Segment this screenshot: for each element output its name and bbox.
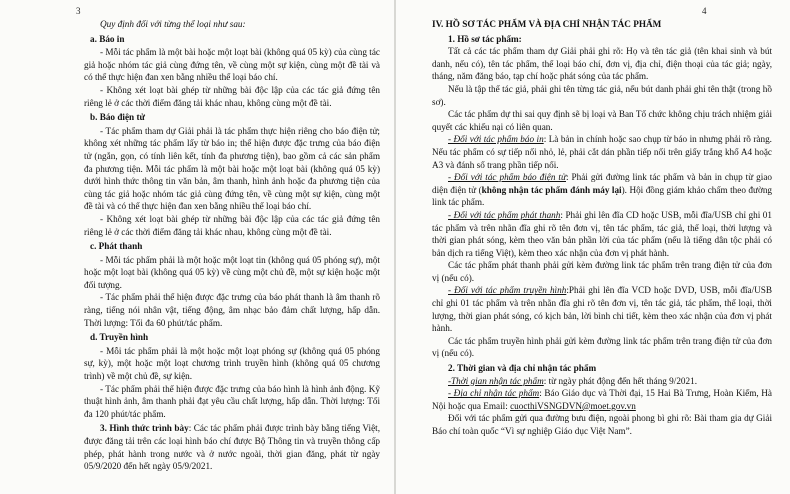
right-page-content	[432, 18, 772, 438]
paragraph: - Mỗi tác phẩm là một bài hoặc một loạt bài (không quá 05 kỳ) của cùng tác giả hoặc nhóm tác giả cùng đứng tên, về cùng một sự kiện, cùng một đề tài và có thể thực hiện đan xen bằng nhiều thể loại báo chí.	[84, 47, 380, 83]
email-link[interactable]: cuocthiVSNGDVN@moet.gov.vn	[510, 400, 636, 411]
bao-dien-tu-bold: không nhận tác phẩm đánh máy lại	[481, 184, 622, 195]
truyen-hinh-text: :Phải ghi lên đĩa VCD hoặc DVD, USB, mỗi đĩa/USB chỉ ghi 01 tác phẩm và trên nhãn đĩa ghi rõ tên đơn vị, tên tác giả, tác phẩm, thể loại, thời lượng, thời gian phát sóng, có kịch bản, lời bình chi tiết, kèm theo xác nhận của đơn vị phát hành.	[432, 285, 772, 334]
hinh-thuc-text: : Các tác phẩm phải được trình bày bằng tiếng Việt, được đăng tải trên các loại hình báo chí được Bộ Thông tin và truyền thông cấp phép, phát hành trong nước và ở nước ngoài, thời gian đăng, phát từ ngày 05/9/2020 đến hết ngày 05/9/2021.	[84, 423, 380, 472]
truyen-hinh-label: - Đối với tác phẩm truyền hình	[448, 285, 567, 296]
thoi-gian-label: -Thời gian nhận tác phẩm	[448, 375, 544, 386]
page-number: 4	[702, 6, 707, 16]
paragraph: - Mỗi tác phẩm phải là một hoặc một loạt phóng sự (không quá 05 phóng sự, kỳ), một hoặc một loạt chương trình truyền hình (không quá 05 chương trình) về một chủ đề, sự kiện.	[84, 345, 380, 382]
phat-thanh-label: - Đối với tác phẩm phát thanh	[448, 209, 561, 220]
bao-dien-tu-label: - Đối với tác phẩm báo điện tử	[448, 172, 566, 183]
dia-chi-label: - Địa chỉ nhận tác phẩm	[448, 388, 540, 399]
paragraph-bao-dien-tu	[432, 171, 772, 209]
paragraph: - Không xét loạt bài ghép từ những bài độc lập của các tác giả đứng tên riêng lẻ ở các thời điểm đăng tải khác nhau, không cùng một đề tài.	[84, 213, 380, 237]
paragraph: Các tác phẩm truyền hình phải gửi kèm đường link tác phẩm trên trang điện tử của đơn vị (nếu có).	[432, 335, 772, 359]
dia-chi-text: : Báo Giáo dục và Thời đại, 15 Hai Bà Trưng, Hoàn Kiếm, Hà Nội hoặc qua Email:	[432, 388, 772, 411]
right-page	[396, 0, 790, 494]
bao-dien-tu-text: : Phải gửi đường link tác phẩm và bản in chụp từ giao diện điện tử (	[432, 172, 772, 195]
heading-thoi-gian: 2. Thời gian và địa chỉ nhận tác phẩm	[448, 363, 597, 374]
bao-dien-tu-text-end: ). Hội đồng giám khảo chấm theo đường link tác phẩm.	[432, 184, 772, 208]
paragraph: Các tác phẩm phát thanh phải gửi kèm đường link tác phẩm trên trang điện tử của đơn vị (nếu có).	[432, 260, 772, 283]
paragraph-thoi-gian	[432, 375, 772, 388]
paragraph: - Tác phẩm tham dự Giải phải là tác phẩm thực hiện riêng cho báo điện tử; không xét những tác phẩm lấy từ báo in; thể hiện được đặc trưng của báo điện tử (ngắn, gọn, có tính liên kết, tính đa phương tiện), bao gồm cả các sản phẩm đa phương tiện. Mỗi tác phẩm là một bài hoặc một loạt bài (không quá 05 kỳ) dưới hình thức thông tin văn bản, âm thanh, hình ảnh hoặc đa phương tiện của cùng tác giả hoặc nhóm tác giả cùng đứng tên, về cùng một sự kiện, cùng một đề tài và có thể thực hiện đan xen bằng nhiều thể loại báo chí.	[84, 125, 380, 212]
paragraph: - Mỗi tác phẩm phải là một hoặc một loạt tin (không quá 05 phóng sự), một hoặc một loạt bài (không quá 05 kỳ) về cùng một chủ đề, một sự kiện hoặc một đối tượng.	[84, 254, 380, 290]
hinh-thuc-label: 3. Hình thức trình bày	[100, 423, 189, 434]
section-title: IV. HỒ SƠ TÁC PHẨM VÀ ĐỊA CHỈ NHẬN TÁC PHẨM	[432, 19, 662, 29]
left-page	[0, 0, 394, 494]
paragraph: Các tác phẩm dự thi sai quy định sẽ bị loại và Ban Tổ chức không chịu trách nhiệm giải quyết các khiếu nại có liên quan.	[432, 109, 772, 132]
phat-thanh-text: : Phải ghi lên đĩa CD hoặc USB, mỗi đĩa/USB chỉ ghi 01 tác phẩm và trên nhãn đĩa ghi rõ tên đơn vị, tên tác phẩm, tác giả, thể loại, thời lượng và thời gian phát sóng, kèm theo văn bản phần lời của tác phẩm (nếu là tiếng dân tộc phải có bản dịch ra tiếng Việt), kèm theo xác nhận của đơn vị phát hành.	[432, 209, 772, 258]
paragraph: - Tác phẩm phải thể hiện được đặc trưng của báo phát thanh là âm thanh rõ ràng, tiếng nói nhân vật, tiếng động, âm nhạc bảo đảm chất lượng, hấp dẫn. Thời lượng: Tối đa 60 phút/tác phẩm.	[84, 292, 380, 328]
bao-in-text: : Là bản in chính hoặc sao chụp từ báo in nhưng phải rõ ràng. Nếu tác phẩm có sự tiếp nối nhỏ, lẻ, phải cắt dán phần tiếp nối trên giấy trắng khổ A4 hoặc A3 và đánh số trang phần tiếp nối.	[432, 134, 772, 170]
paragraph: Nếu là tập thể tác giả, phải ghi tên từng tác giả, nếu bút danh phải ghi tên thật (trong hồ sơ).	[432, 83, 772, 107]
paragraph: Đối với tác phẩm gửi qua đường bưu điện, ngoài phong bì ghi rõ: Bài tham gia dự Giải Báo chí toàn quốc “Vì sự nghiệp Giáo dục Việt Nam”.	[432, 413, 772, 436]
thoi-gian-text: : từ ngày phát động đến hết tháng 9/2021.	[543, 375, 697, 386]
heading-bao-dien-tu: b. Báo điện tử	[90, 112, 146, 123]
paragraph-hinh-thuc	[84, 422, 380, 472]
paragraph-phat-thanh	[432, 209, 772, 259]
left-page-content	[84, 18, 380, 473]
heading-truyen-hinh: d. Truyền hình	[90, 332, 149, 343]
heading-phat-thanh: c. Phát thanh	[90, 241, 143, 252]
bao-in-label: - Đối với tác phẩm báo in	[448, 134, 544, 145]
paragraph: - Tác phẩm phải thể hiện được đặc trưng của báo hình là hình ảnh động. Kỹ thuật hình ảnh, âm thanh phải đạt yêu cầu chất lượng, hấp dẫn. Thời lượng: Tối đa 120 phút/tác phẩm.	[84, 383, 380, 419]
paragraph-dia-chi	[432, 387, 772, 412]
paragraph-bao-in	[432, 133, 772, 171]
heading-ho-so: 1. Hồ sơ tác phẩm:	[448, 33, 522, 44]
paragraph: - Không xét loạt bài ghép từ những bài độc lập của các tác giả đứng tên riêng lẻ ở các thời điểm đăng tải khác nhau, không cùng một đề tài.	[84, 84, 380, 108]
heading-bao-in: a. Báo in	[90, 33, 125, 44]
paragraph-truyen-hinh	[432, 284, 772, 334]
page-number: 3	[76, 6, 81, 16]
intro-line: Quy định đối với từng thể loại như sau:	[100, 19, 246, 29]
paragraph: Tất cả các tác phẩm tham dự Giải phải ghi rõ: Họ và tên tác giả (tên khai sinh và bút danh, nếu có), tên tác phẩm, thể loại báo chí, đơn vị, địa chỉ, điện thoại của tác giả; ngày, tháng, năm đăng báo, tạp chí hoặc phát sóng của tác phẩm.	[432, 46, 772, 82]
